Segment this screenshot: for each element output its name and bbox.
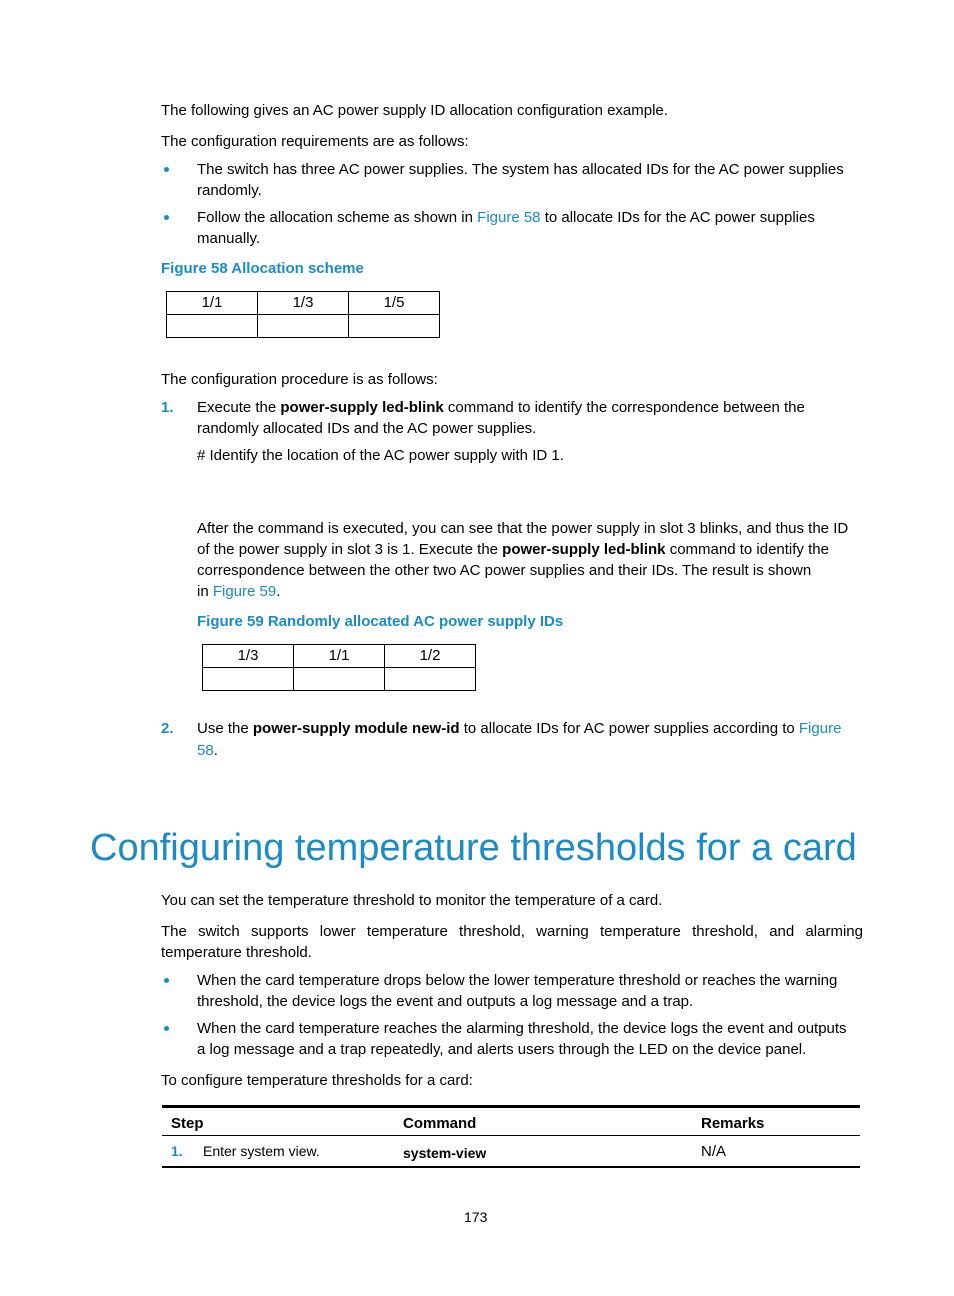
requirement-1-line-1: The switch has three AC power supplies. The system has allocated IDs for the AC power supplies: [197, 161, 844, 178]
bullet-icon: [164, 167, 169, 172]
figure-58-empty-cell: [349, 315, 440, 338]
section-paragraph-3: To configure temperature thresholds for a card:: [161, 1072, 473, 1089]
after-line-3: correspondence between the other two AC power supplies and their IDs. The result is shown: [197, 562, 812, 579]
table-header-step: Step: [171, 1115, 204, 1132]
bullet-icon: [164, 1026, 169, 1031]
figure-59-empty-cell: [203, 668, 294, 691]
table-row-step: Enter system view.: [203, 1143, 320, 1159]
requirement-1-line-2: randomly.: [197, 182, 262, 199]
bullet-icon: [164, 215, 169, 220]
figure-58-link[interactable]: Figure: [798, 720, 842, 737]
figure-59-cell: 1/1: [294, 645, 385, 668]
intro-line-2: The configuration requirements are as follows:: [161, 133, 469, 150]
after-line-2: of the power supply in slot 3 is 1. Execute the power-supply led-blink command to identify the: [197, 541, 829, 558]
figure-59-caption: Figure 59 Randomly allocated AC power supply IDs: [197, 613, 564, 630]
figure-59-cell: 1/2: [385, 645, 476, 668]
section-title: Configuring temperature thresholds for a card: [90, 827, 857, 869]
figure-58-link[interactable]: 58: [197, 742, 214, 759]
table-row-command: system-view: [403, 1145, 487, 1161]
figure-58-empty-cell: [167, 315, 258, 338]
section-bullet-1-line-2: threshold, the device logs the event and outputs a log message and a trap.: [197, 993, 694, 1010]
table-top-rule: [162, 1105, 860, 1108]
requirement-2-line-1: Follow the allocation scheme as shown in Figure 58 to allocate IDs for the AC power supplies: [197, 209, 815, 226]
step-1-comment: # Identify the location of the AC power supply with ID 1.: [197, 447, 564, 464]
figure-59-cell: 1/3: [203, 645, 294, 668]
step-2-line-2: 58.: [197, 742, 218, 759]
step-2-number: 2.: [161, 720, 174, 737]
figure-58-link[interactable]: Figure 58: [477, 209, 541, 226]
figure-59-table: [202, 644, 476, 691]
command-name: power-supply led-blink: [502, 541, 666, 558]
section-paragraph-2-line-2: temperature threshold.: [161, 944, 312, 961]
figure-59-link[interactable]: Figure 59: [212, 583, 277, 600]
after-line-4: in Figure 59.: [197, 583, 281, 600]
figure-58-table: [166, 291, 440, 338]
table-header-command: Command: [403, 1115, 477, 1132]
table-row-step-number: 1.: [171, 1143, 183, 1159]
bullet-icon: [164, 978, 169, 983]
figure-59-empty-cell: [294, 668, 385, 691]
step-1-line-2: randomly allocated IDs and the AC power supplies.: [197, 420, 537, 437]
step-2-line-1: Use the power-supply module new-id to allocate IDs for AC power supplies according to Figure: [197, 720, 842, 737]
page-number: 173: [464, 1209, 488, 1225]
step-1-line-1: Execute the power-supply led-blink command to identify the correspondence between the: [197, 399, 805, 416]
section-bullet-2-line-2: a log message and a trap repeatedly, and alerts users through the LED on the device panel.: [197, 1041, 807, 1058]
step-1-number: 1.: [161, 399, 174, 416]
intro-line-1: The following gives an AC power supply ID allocation configuration example.: [161, 102, 668, 119]
table-header-rule: [162, 1135, 860, 1136]
table-header-remarks: Remarks: [701, 1115, 765, 1132]
procedure-intro: The configuration procedure is as follows:: [161, 371, 438, 388]
figure-58-cell: 1/1: [167, 292, 258, 315]
figure-58-cell: 1/3: [258, 292, 349, 315]
figure-58-empty-cell: [258, 315, 349, 338]
figure-58-cell: 1/5: [349, 292, 440, 315]
requirement-2-line-2: manually.: [197, 230, 261, 247]
section-paragraph-1: You can set the temperature threshold to monitor the temperature of a card.: [161, 892, 663, 909]
figure-59-empty-cell: [385, 668, 476, 691]
figure-58-caption: Figure 58 Allocation scheme: [161, 260, 364, 277]
command-name: power-supply module new-id: [252, 720, 464, 737]
section-bullet-2-line-1: When the card temperature reaches the alarming threshold, the device logs the event and outputs: [197, 1020, 847, 1037]
after-line-1: After the command is executed, you can see that the power supply in slot 3 blinks, and thus the ID: [197, 520, 849, 537]
section-paragraph-2-line-1: The switch supports lower temperature threshold, warning temperature threshold, and alarming: [161, 923, 863, 940]
command-name: power-supply led-blink: [280, 399, 444, 416]
table-bottom-rule: [162, 1166, 860, 1168]
section-bullet-1-line-1: When the card temperature drops below the lower temperature threshold or reaches the warning: [197, 972, 838, 989]
table-row-remarks: N/A: [701, 1143, 727, 1160]
